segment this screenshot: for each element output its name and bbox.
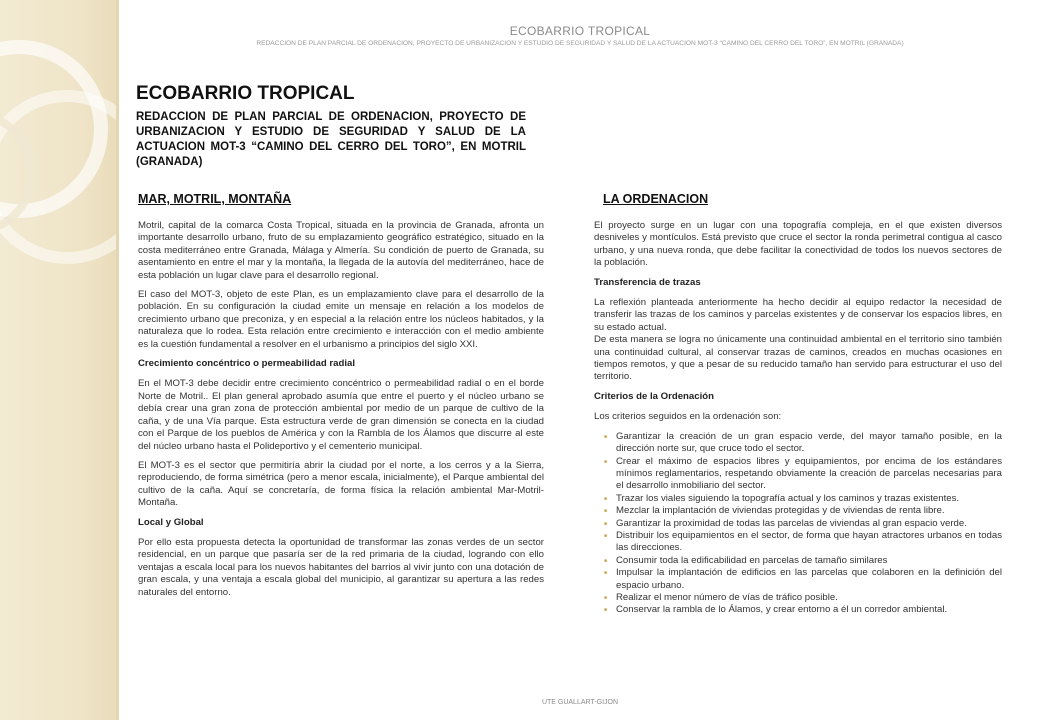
list-item: ■ Garantizar la creación de un gran espacio verde, del mayor tamaño posible, en la dirección norte sur, que cruce todo el sector. (616, 431, 1002, 456)
decorative-sidebar (0, 0, 116, 720)
subheading: Transferencia de trazas (594, 276, 701, 288)
footer-credit: UTE GUALLART-GIJON (541, 699, 619, 706)
section-heading-la-ordenacion: LA ORDENACION (603, 192, 709, 206)
subheading: Crecimiento concéntrico o permeabilidad radial (138, 358, 355, 370)
subheading: Criterios de la Ordenación (594, 390, 714, 402)
list-item: ■ Impulsar la implantación de edificios en las parcelas que colaboren en la definición del espacio urbano. (616, 567, 1002, 592)
page-subtitle: REDACCION DE PLAN PARCIAL DE ORDENACION, PROYECTO DE URBANIZACION Y ESTUDIO DE SEGURIDAD Y SALUD DE LA ACTUACION MOT-3 “CAMINO DEL CERRO DEL TORO”, EN MOTRIL (GRANADA) (136, 111, 526, 168)
list-item: ■ Trazar los viales siguiendo la topografía actual y los caminos y trazas existentes. (616, 493, 1002, 505)
page-title: ECOBARRIO TROPICAL (136, 83, 355, 104)
paragraph: El MOT-3 es el sector que permitiría abrir la ciudad por el norte, a los cerros y a la Sierra, reproduciendo, de forma simétrica (pero a menor escala, inicialmente), el Parque ambiental del cultivo de la caña. Aquí se concretaría, de forma física la relación ambiental Mar-Motril-Montaña. (138, 459, 544, 509)
list-item: ■ Conservar la rambla de lo Álamos, y crear entorno a él un corredor ambiental. (616, 604, 1002, 616)
list-item: ■ Mezclar la implantación de viviendas protegidas y de viviendas de renta libre. (616, 505, 1002, 517)
subheading: Local y Global (138, 516, 204, 528)
paragraph: Los criterios seguidos en la ordenación son: (594, 411, 782, 423)
section-heading-mar-motril-montana: MAR, MOTRIL, MONTAÑA (138, 192, 292, 206)
paragraph: La reflexión planteada anteriormente ha hecho decidir al equipo redactor la necesidad de transferir las trazas de los caminos y parcelas existentes y de conservar los espacios libres, en su estado actual. (594, 297, 1002, 333)
header-subtitle: REDACCION DE PLAN PARCIAL DE ORDENACION, PROYECTO DE URBANIZACION Y ESTUDIO DE SEGURIDAD Y SALUD DE LA ACTUACION MOT-3 “CAMINO DEL CERRO DEL TORO”, EN MOTRIL (GRANADA) (256, 40, 904, 47)
paragraph: De esta manera se logra no únicamente una continuidad ambiental en el territorio sino también una continuidad cultural, al conservar trazas de caminos, creados en muchas ocasiones en tiempos remotos, y que a pesar de su reducido tamaño han servido para estructurar el uso del territorio. (594, 334, 1002, 383)
left-column (138, 220, 544, 606)
list-item: ■ Realizar el menor número de vías de tráfico posible. (616, 592, 1002, 604)
header-title: ECOBARRIO TROPICAL (509, 24, 651, 38)
criteria-list (594, 431, 1002, 617)
paragraph: El proyecto surge en un lugar con una topografía compleja, en el que existen diversos desniveles y montículos. Está previsto que cruce el sector la ronda perimetral contigua al casco urbano, y una nueva ronda, que debe facilitar la conectividad de todos los nuevos sectores de la población. (594, 220, 1002, 269)
right-column (594, 220, 1002, 617)
paragraph: Motril, capital de la comarca Costa Tropical, situada en la provincia de Granada, afronta un importante desarrollo urbano, fruto de su emplazamiento geográfico estratégico, situado en la costa mediterráneo entre Granada, Málaga y Almería. Su condición de puerto de Granada, su asentamiento en entre el mar y la montaña, la llegada de la autovía del mediterráneo, hace de esta población un lugar clave para el desarrollo regional. (138, 220, 544, 281)
paragraph: En el MOT-3 debe decidir entre crecimiento concéntrico o permeabilidad radial o en el borde Norte de Motril.. El plan general aprobado asumía que entre el puerto y el núcleo urbano se debía crear una gran zona de protección ambiental por medio de un parque de cultivo de la caña, y de una Vía parque. Esta estructura verde de gran dimensión se conecta en la ciudad con el Parque de los pueblos de América y con la Rambla de los Álamos que discurre al este del núcleo urbano hasta el Polideportivo y el cementerio municipal. (138, 378, 544, 452)
paragraph: Por ello esta propuesta detecta la oportunidad de transformar las zonas verdes de un sector residencial, en un parque que pasaría ser de la red primaria de la ciudad, logrando con ello ventajas a escala local para los nuevos habitantes del barrios al vivir junto con una dotación de gran escala, y una ventaja a escala global del municipio, al garantizar su apertura a las redes naturales del entorno. (138, 536, 544, 598)
sidebar-edge (116, 0, 119, 720)
list-item: ■ Garantizar la proximidad de todas las parcelas de viviendas al gran espacio verde. (616, 518, 1002, 530)
list-item: ■ Distribuir los equipamientos en el sector, de forma que hayan atractores urbanos en todas las direcciones. (616, 530, 1002, 555)
list-item: ■ Consumir toda la edificabilidad en parcelas de tamaño similares (616, 555, 1002, 567)
list-item: ■ Crear el máximo de espacios libres y equipamientos, por encima de los estándares mínimos reglamentarios, respetando obviamente la creación de parcelas necesarias para el desarrollo inmobiliario del sector. (616, 456, 1002, 493)
paragraph: El caso del MOT-3, objeto de este Plan, es un emplazamiento clave para el desarrollo de la población. En su configuración la ciudad emite un mensaje en relación a los modelos de crecimiento urbano que preconiza, y en especial a la relación entre los núcleos habitados, y la naturaleza que lo rodea. Esta relación entre crecimiento e interacción con el medio ambiente es la cuestión fundamental a resolver en el urbanismo a principios del siglo XXI. (138, 289, 544, 350)
